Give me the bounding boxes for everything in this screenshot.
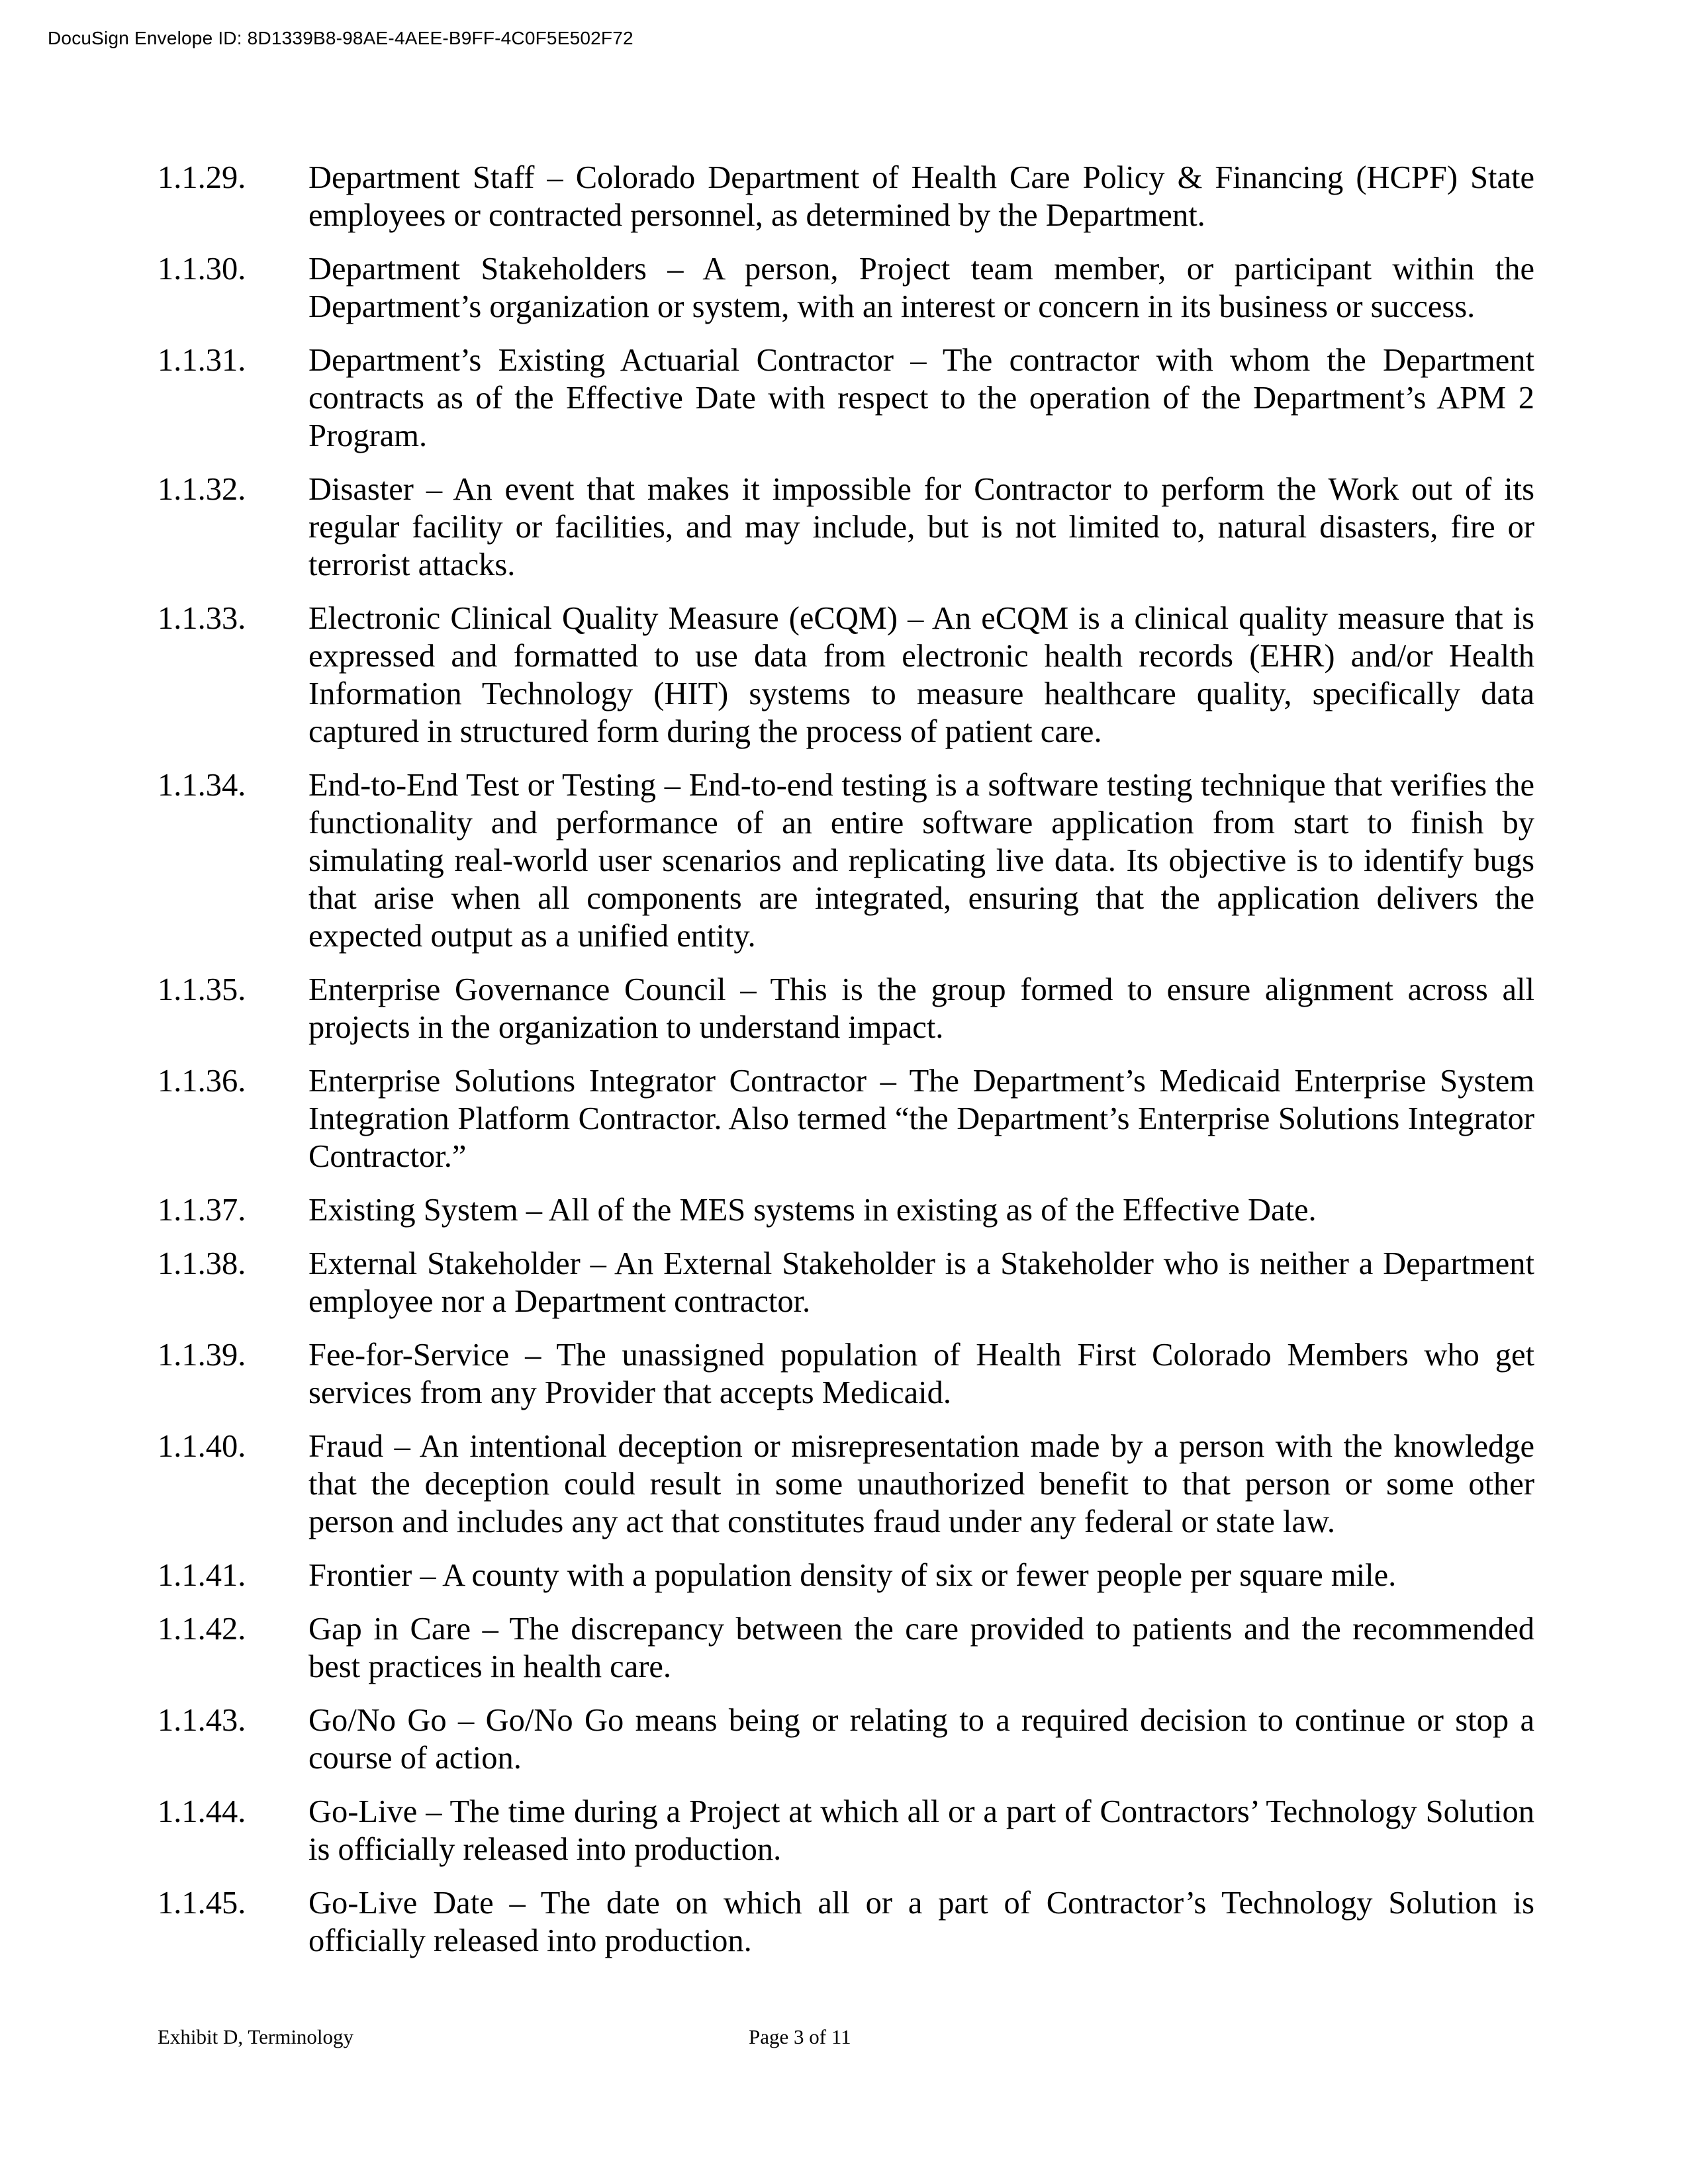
definition-item xyxy=(158,1557,1534,1594)
definition-number: 1.1.38. xyxy=(158,1246,246,1281)
definition-number: 1.1.29. xyxy=(158,160,246,195)
definition-item xyxy=(158,341,1534,455)
definition-item xyxy=(158,1793,1534,1868)
definition-text: Enterprise Solutions Integrator Contractor – The Department’s Medicaid Enterprise System Integration Platform Contractor. Also termed “the Department’s Enterprise Solutions Integrator Contractor.” xyxy=(308,1064,1534,1174)
definition-number: 1.1.37. xyxy=(158,1193,246,1228)
definition-text: Disaster – An event that makes it impossible for Contractor to perform the Work out of its regular facility or facilities, and may include, but is not limited to, natural disasters, fire or terrorist attacks. xyxy=(308,472,1534,582)
definition-item xyxy=(158,1336,1534,1412)
definition-text: Gap in Care – The discrepancy between the care provided to patients and the recommended best practices in health care. xyxy=(308,1612,1534,1684)
definition-number: 1.1.35. xyxy=(158,972,246,1007)
definition-text: Department’s Existing Actuarial Contractor – The contractor with whom the Department contracts as of the Effective Date with respect to the operation of the Department’s APM 2 Program. xyxy=(308,343,1534,453)
definition-item xyxy=(158,250,1534,326)
definition-number: 1.1.39. xyxy=(158,1338,246,1373)
definition-text: Electronic Clinical Quality Measure (eCQM) – An eCQM is a clinical quality measure that is expressed and formatted to use data from electronic health records (EHR) and/or Health Information Technology (HIT) systems to measure healthcare quality, specifically data captured in structured form during the process of patient care. xyxy=(308,601,1534,749)
definitions-list xyxy=(158,159,1534,1976)
definition-text: Department Staff – Colorado Department of Health Care Policy & Financing (HCPF) State employees or contracted personnel, as determined by the Department. xyxy=(308,160,1534,233)
definition-text: External Stakeholder – An External Stakeholder is a Stakeholder who is neither a Department employee nor a Department contractor. xyxy=(308,1246,1534,1319)
definition-number: 1.1.41. xyxy=(158,1558,246,1593)
definition-number: 1.1.36. xyxy=(158,1064,246,1099)
footer-page-number: Page 3 of 11 xyxy=(749,2025,851,2048)
definition-number: 1.1.45. xyxy=(158,1886,246,1921)
docusign-envelope-id: DocuSign Envelope ID: 8D1339B8-98AE-4AEE-B9FF-4C0F5E502F72 xyxy=(48,28,633,48)
definition-item xyxy=(158,471,1534,584)
definition-text: Go/No Go – Go/No Go means being or relating to a required decision to continue or stop a course of action. xyxy=(308,1703,1534,1776)
definition-item xyxy=(158,600,1534,751)
definition-number: 1.1.30. xyxy=(158,251,246,287)
definition-text: Go-Live Date – The date on which all or a part of Contractor’s Technology Solution is officially released into production. xyxy=(308,1886,1534,1958)
definition-text: Frontier – A county with a population density of six or fewer people per square mile. xyxy=(308,1558,1397,1593)
definition-number: 1.1.31. xyxy=(158,343,246,378)
definition-item xyxy=(158,766,1534,955)
definition-item xyxy=(158,1610,1534,1686)
definition-text: Department Stakeholders – A person, Project team member, or participant within the Department’s organization or system, with an interest or concern in its business or success. xyxy=(308,251,1534,324)
definition-text: Fee-for-Service – The unassigned population of Health First Colorado Members who get services from any Provider that accepts Medicaid. xyxy=(308,1338,1534,1410)
definition-number: 1.1.44. xyxy=(158,1794,246,1829)
definition-number: 1.1.34. xyxy=(158,768,246,803)
definition-item xyxy=(158,1702,1534,1777)
definition-item xyxy=(158,971,1534,1046)
definition-item xyxy=(158,159,1534,234)
definition-number: 1.1.32. xyxy=(158,472,246,507)
definition-item xyxy=(158,1062,1534,1175)
definition-item xyxy=(158,1245,1534,1320)
definition-number: 1.1.43. xyxy=(158,1703,246,1738)
definition-item xyxy=(158,1428,1534,1541)
definition-item xyxy=(158,1191,1534,1229)
definition-text: Fraud – An intentional deception or misrepresentation made by a person with the knowledge that the deception could result in some unauthorized benefit to that person or some other person and includes any act that constitutes fraud under any federal or state law. xyxy=(308,1429,1534,1539)
definition-text: Enterprise Governance Council – This is the group formed to ensure alignment across all projects in the organization to understand impact. xyxy=(308,972,1534,1045)
definition-number: 1.1.33. xyxy=(158,601,246,636)
definition-text: Go-Live – The time during a Project at which all or a part of Contractors’ Technology Solution is officially released into production. xyxy=(308,1794,1534,1867)
definition-text: Existing System – All of the MES systems in existing as of the Effective Date. xyxy=(308,1193,1317,1228)
definition-number: 1.1.42. xyxy=(158,1612,246,1647)
definition-number: 1.1.40. xyxy=(158,1429,246,1464)
definition-text: End-to-End Test or Testing – End-to-end testing is a software testing technique that verifies the functionality and performance of an entire software application from start to finish by simulating real-world user scenarios and replicating live data. Its objective is to identify bugs that arise when all components are integrated, ensuring that the application delivers the expected output as a unified entity. xyxy=(308,768,1534,954)
footer-document-title: Exhibit D, Terminology xyxy=(158,2025,354,2048)
definition-item xyxy=(158,1884,1534,1960)
